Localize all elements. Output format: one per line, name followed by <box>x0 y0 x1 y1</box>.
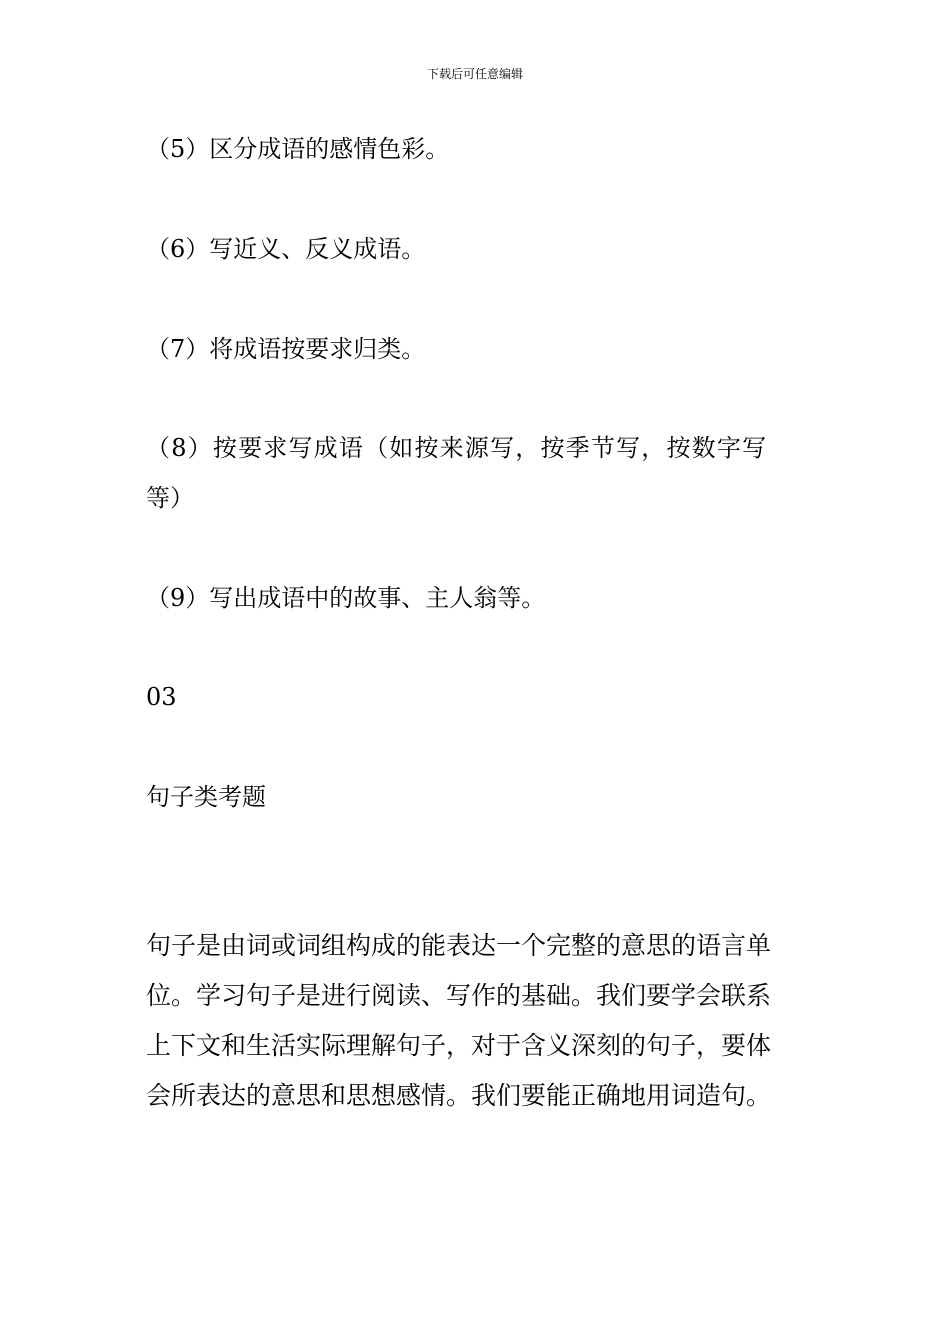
list-item-7: （7）将成语按要求归类。 <box>146 335 426 363</box>
paragraph-line-2: 位。学习句子是进行阅读、写作的基础。我们要学会联系 <box>146 981 772 1010</box>
list-item-6: （6）写近义、反义成语。 <box>146 235 426 263</box>
list-item-5: （5）区分成语的感情色彩。 <box>146 135 450 163</box>
page-header-note: 下载后可任意编辑 <box>426 67 523 81</box>
paragraph-line-1: 句子是由词或词组构成的能表达一个完整的意思的语言单 <box>146 931 772 960</box>
list-item-8-line-1: （8）按要求写成语（如按来源写，按季节写，按数字写 <box>146 434 768 462</box>
list-item-9: （9）写出成语中的故事、主人翁等。 <box>146 584 546 612</box>
paragraph-line-3: 上下文和生活实际理解句子，对于含义深刻的句子，要体 <box>146 1031 772 1060</box>
body-paragraph <box>146 921 814 1121</box>
list-item-8-line-2: 等） <box>146 484 194 512</box>
section-title: 句子类考题 <box>146 783 266 811</box>
paragraph-line-4: 会所表达的意思和思想感情。我们要能正确地用词造句。 <box>146 1081 772 1110</box>
section-number: 03 <box>146 683 177 711</box>
